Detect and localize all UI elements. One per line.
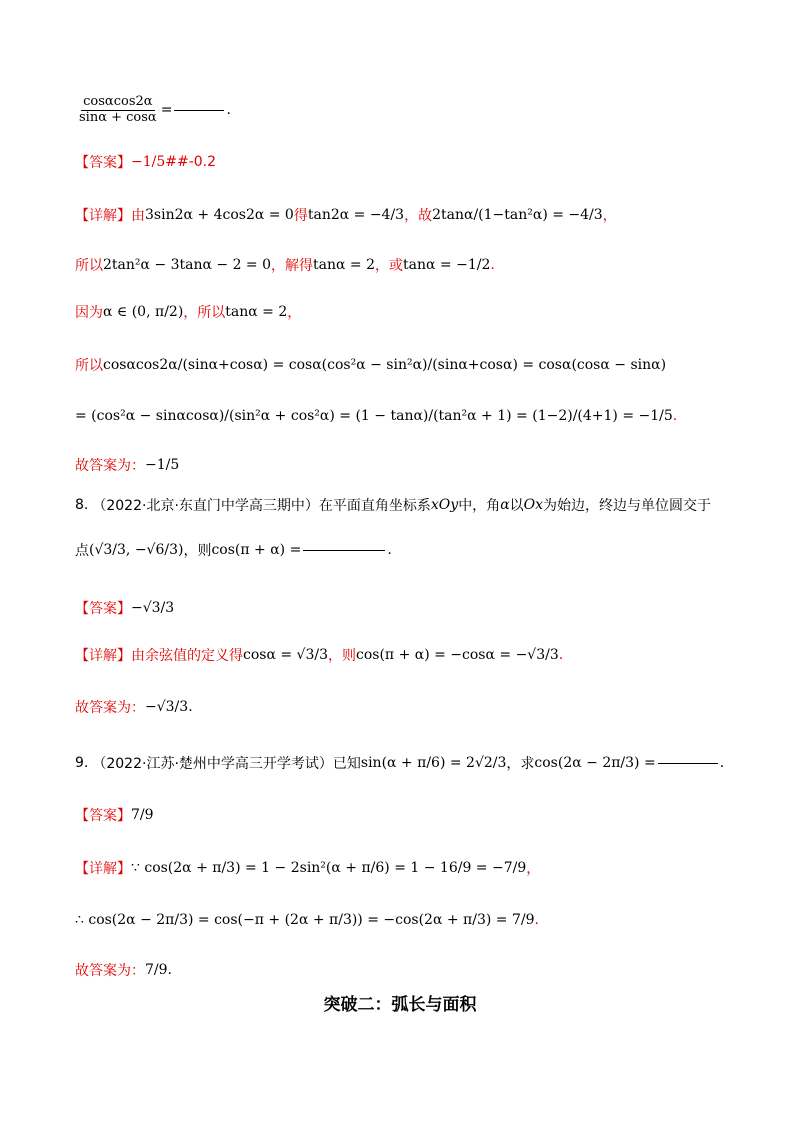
q7-detail-3 <box>75 302 301 322</box>
q7-d3-text-a: 因为 <box>75 305 103 321</box>
q7-detail-2 <box>75 255 495 275</box>
q7-final-label: 故答案为： <box>75 458 145 474</box>
q7-final <box>75 455 179 475</box>
q8-final <box>75 697 193 717</box>
q7-stem-fraction <box>77 95 159 126</box>
q7-answer-alt: ##-0.2 <box>165 154 217 170</box>
q9-answer-math: 7/9 <box>131 807 154 823</box>
q9-d1-end: ， <box>526 861 541 877</box>
q7-d1-text-a: 由 <box>131 208 145 224</box>
q9-detail-2 <box>75 912 539 928</box>
q7-d2-text-d: . <box>490 257 495 273</box>
q8-d1-math-2: cos(π + α) = −cosα = −√3/3 <box>356 647 559 663</box>
q7-d3-math-1: α ∈ (0, π/2) <box>103 304 184 320</box>
q7-stem-numerator: cosαcos2α <box>83 94 153 109</box>
q7-d2-text-a: 所以 <box>75 258 103 274</box>
q9-stem <box>75 753 724 773</box>
q8-detail-label: 【详解】 <box>75 648 131 664</box>
q7-d4-text-a: 所以 <box>75 358 103 374</box>
q8-d1-end: . <box>558 647 564 663</box>
q8-stem2-end: . <box>387 542 392 558</box>
q8-stem-1 <box>75 495 711 515</box>
section-title: 突破二：弧长与面积 <box>323 995 477 1015</box>
q7-d3-math-2: tanα = 2 <box>225 304 288 320</box>
q8-answer-math: −√3/3 <box>131 600 175 616</box>
q7-d2-math-2: tanα = 2 <box>313 257 376 273</box>
q7-d3-text-c: ， <box>287 305 302 321</box>
q7-final-math: −1/5 <box>145 457 180 473</box>
q8-stem-text-b: 中，角 <box>458 498 501 514</box>
q7-answer-math: −1/5 <box>131 154 166 170</box>
q8-stem2-text-b: ，则 <box>183 543 212 559</box>
q7-d4-math: cosαcos2α/(sinα+cosα) = cosα(cos²α − sin²α)/(sinα+cosα) = cosα(cosα − sinα) <box>103 357 667 373</box>
q7-stem-denominator: sinα + cosα <box>79 109 157 125</box>
q9-d2-math: ∴ cos(2α − 2π/3) = cos(−π + (2α + π/3)) = −cos(2α + π/3) = 7/9 <box>75 912 535 928</box>
q9-source: （2022·江苏·楚州中学高三开学考试） <box>92 756 333 772</box>
q8-final-math: −√3/3 <box>145 699 189 715</box>
q7-d1-text-c: ，故 <box>404 208 433 224</box>
q9-detail-label: 【详解】 <box>75 861 131 877</box>
q8-stem-xoy: xOy <box>430 497 459 513</box>
q7-answer-blank <box>174 109 224 111</box>
q9-final <box>75 960 172 980</box>
q9-answer-blank <box>658 762 718 764</box>
q8-final-label: 故答案为： <box>75 700 145 716</box>
q7-d1-math-3: 2tanα/(1−tan²α) = −4/3 <box>432 207 603 223</box>
q7-d3-text-b: ，所以 <box>183 305 226 321</box>
q7-d5-end: . <box>672 408 678 424</box>
q9-final-end: . <box>167 962 172 978</box>
q8-final-end: . <box>188 699 193 715</box>
q8-answer-blank <box>303 549 385 551</box>
q8-d1-text-a: 由余弦值的定义得 <box>131 648 243 664</box>
q8-stem-text-d: 为始边，终边与单位圆交于 <box>543 498 712 514</box>
q7-detail-4 <box>75 355 666 375</box>
q8-stem2-point: (√3/3, −√6/3) <box>89 542 184 558</box>
q8-stem2-text-a: 点 <box>75 543 89 559</box>
q7-d2-text-b: ，解得 <box>271 258 314 274</box>
q9-final-math: 7/9 <box>145 962 168 978</box>
q7-d2-math-3: tanα = −1/2 <box>403 257 491 273</box>
q8-stem-ox: Ox <box>523 497 544 513</box>
q7-stem <box>75 95 231 126</box>
q9-stem-text-b: ，求 <box>506 756 535 772</box>
q9-stem-end: . <box>719 755 725 771</box>
q8-answer <box>75 598 174 618</box>
q8-stem-text-c: 以 <box>509 498 524 514</box>
q7-d1-text-d: ， <box>602 208 617 224</box>
q7-d1-math-1: 3sin2α + 4cos2α = 0 <box>145 207 294 223</box>
q9-number: 9. <box>75 755 89 771</box>
q7-detail-1 <box>75 205 617 225</box>
q7-d2-math-1: 2tan²α − 3tanα − 2 = 0 <box>103 257 272 273</box>
q8-answer-label: 【答案】 <box>75 601 131 617</box>
q7-answer-label: 【答案】 <box>75 155 131 171</box>
q8-number: 8. <box>75 497 89 513</box>
q8-detail <box>75 645 563 665</box>
q7-d2-text-c: ，或 <box>375 258 404 274</box>
q7-answer <box>75 152 216 172</box>
q9-d2-end: . <box>534 912 539 928</box>
q9-final-label: 故答案为： <box>75 963 145 979</box>
q9-stem-text-a: 已知 <box>332 756 361 772</box>
q7-detail-5 <box>75 408 677 424</box>
q9-stem-math-2: cos(2α − 2π/3) = <box>534 755 656 771</box>
q9-answer <box>75 805 154 825</box>
q7-detail-label: 【详解】 <box>75 208 131 224</box>
q8-stem-2 <box>75 540 392 560</box>
q9-d1-math: ∵ cos(2α + π/3) = 1 − 2sin²(α + π/6) = 1 − 16/9 = −7/9 <box>131 860 527 876</box>
q7-d5-math: = (cos²α − sinαcosα)/(sin²α + cos²α) = (1 − tanα)/(tan²α + 1) = (1−2)/(4+1) = −1/5 <box>75 408 673 424</box>
q9-stem-math-1: sin(α + π/6) = 2√2/3 <box>360 755 507 771</box>
q8-stem-text-a: 在平面直角坐标系 <box>318 498 431 514</box>
q9-detail-1 <box>75 858 540 878</box>
q7-d1-text-b: 得 <box>293 208 308 224</box>
q8-stem-alpha: α <box>500 497 510 513</box>
q8-d1-math-1: cosα = √3/3 <box>243 647 328 663</box>
q7-stem-end: . <box>226 102 231 119</box>
q7-stem-eq: = <box>160 102 173 119</box>
q8-d1-text-b: ，则 <box>328 648 356 664</box>
q7-d1-math-2: tan2α = −4/3 <box>307 207 405 223</box>
q8-source: （2022·北京·东直门中学高三期中） <box>92 498 319 514</box>
q9-answer-label: 【答案】 <box>75 808 131 824</box>
q8-stem2-math: cos(π + α) = <box>211 542 302 558</box>
